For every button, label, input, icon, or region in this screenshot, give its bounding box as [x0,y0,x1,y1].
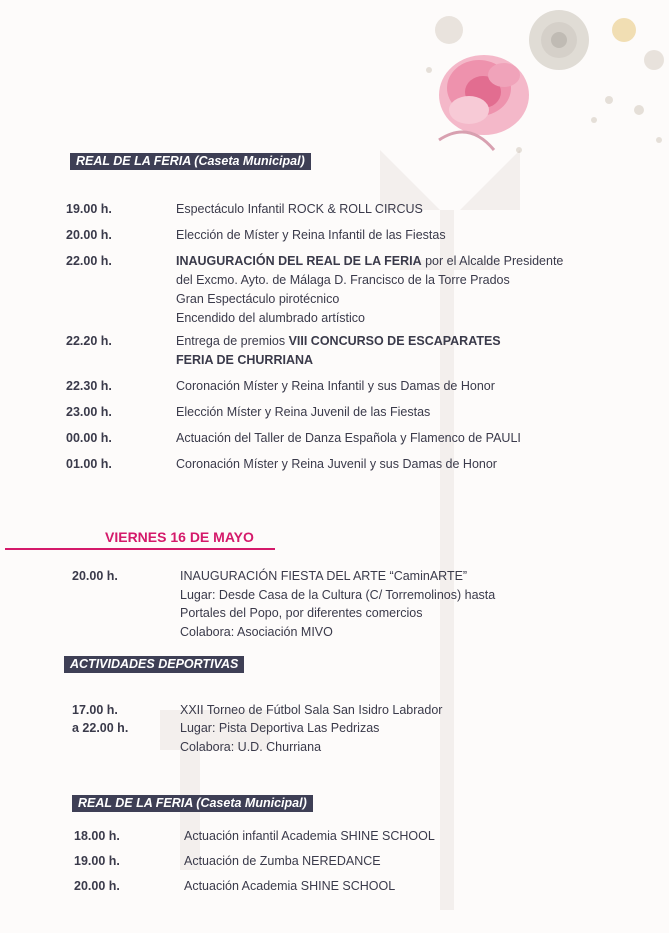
schedule-description [176,455,497,473]
schedule-time: 22.30 h. [66,379,112,393]
text: por el Alcalde Presidente [421,254,564,268]
text: Colabora: Asociación MIVO [180,624,333,639]
schedule-time: 01.00 h. [66,457,112,471]
schedule-description [176,429,521,447]
schedule-description [176,351,313,369]
schedule-time: 23.00 h. [66,405,112,419]
schedule-time: 19.00 h. [74,854,120,868]
schedule-description [180,623,333,641]
time-end: a 22.00 h. [72,721,129,735]
text: Coronación Míster y Reina Infantil y sus Damas de Honor [176,379,495,393]
section-heading-real-feria: REAL DE LA FERIA (Caseta Municipal) [70,153,311,170]
time-start: 17.00 h. [72,703,118,717]
schedule-time: 22.20 h. [66,334,112,348]
schedule-time: 20.00 h. [66,228,112,242]
text: Encendido del alumbrado artístico [176,311,366,325]
text: Actuación de Zumba NEREDANCE [184,854,381,868]
text: Coronación Míster y Reina Juvenil y sus Damas de Honor [176,457,497,471]
schedule-description [176,252,563,270]
text: Gran Espectáculo pirotécnico [176,292,340,306]
schedule-time: 20.00 h. [74,879,120,893]
text: Entrega de premios [176,334,289,348]
schedule-description [180,604,423,622]
flower-illustration [409,0,669,170]
schedule-description [184,827,435,845]
text: Actuación Academia SHINE SCHOOL [184,879,396,893]
text: Espectáculo Infantil ROCK & ROLL CIRCUS [176,202,423,216]
day-divider [5,548,275,550]
text: Actuación del Taller de Danza Española y Flamenco de PAULI [176,431,521,445]
schedule-time: 22.00 h. [66,254,112,268]
bold-text: INAUGURACIÓN DEL REAL DE LA FERIA [176,254,422,268]
schedule-description [180,567,467,585]
text: INAUGURACIÓN FIESTA DEL ARTE “CaminARTE” [180,569,468,583]
text: Elección de Míster y Reina Infantil de las Fiestas [176,228,446,242]
section-heading-real-feria-2: REAL DE LA FERIA (Caseta Municipal) [72,795,313,812]
sports-line: Lugar: Pista Deportiva Las Pedrizas [180,721,380,735]
schedule-description [176,377,495,395]
text: del Excmo. Ayto. de Málaga D. Francisco de la Torre Prados [176,273,510,287]
sports-line: XXII Torneo de Fútbol Sala San Isidro Labrador [180,703,443,717]
schedule-description [180,586,495,604]
bold-text: VIII CONCURSO DE ESCAPARATES [288,334,501,348]
schedule-description [176,226,446,244]
section-heading-actividades-deportivas: ACTIVIDADES DEPORTIVAS [64,656,244,673]
schedule-description [176,332,501,350]
schedule-time: 00.00 h. [66,431,112,445]
schedule-description [184,877,395,895]
text: Lugar: Desde Casa de la Cultura (C/ Torremolinos) hasta [180,587,496,602]
schedule-time: 18.00 h. [74,829,120,843]
text: Elección Míster y Reina Juvenil de las Fiestas [176,405,431,419]
text: Portales del Popo, por diferentes comercios [180,606,423,620]
schedule-description [176,309,365,327]
schedule-description [176,200,423,218]
schedule-description [176,271,510,289]
day-heading: VIERNES 16 DE MAYO [105,529,254,545]
bold-text: FERIA DE CHURRIANA [176,353,314,367]
text: Actuación infantil Academia SHINE SCHOOL [184,829,435,843]
schedule-description [176,403,430,421]
schedule-description [184,852,381,870]
schedule-description [176,290,339,308]
schedule-time: 20.00 h. [72,569,118,583]
schedule-time: 19.00 h. [66,202,112,216]
sports-line: Colabora: U.D. Churriana [180,740,322,754]
